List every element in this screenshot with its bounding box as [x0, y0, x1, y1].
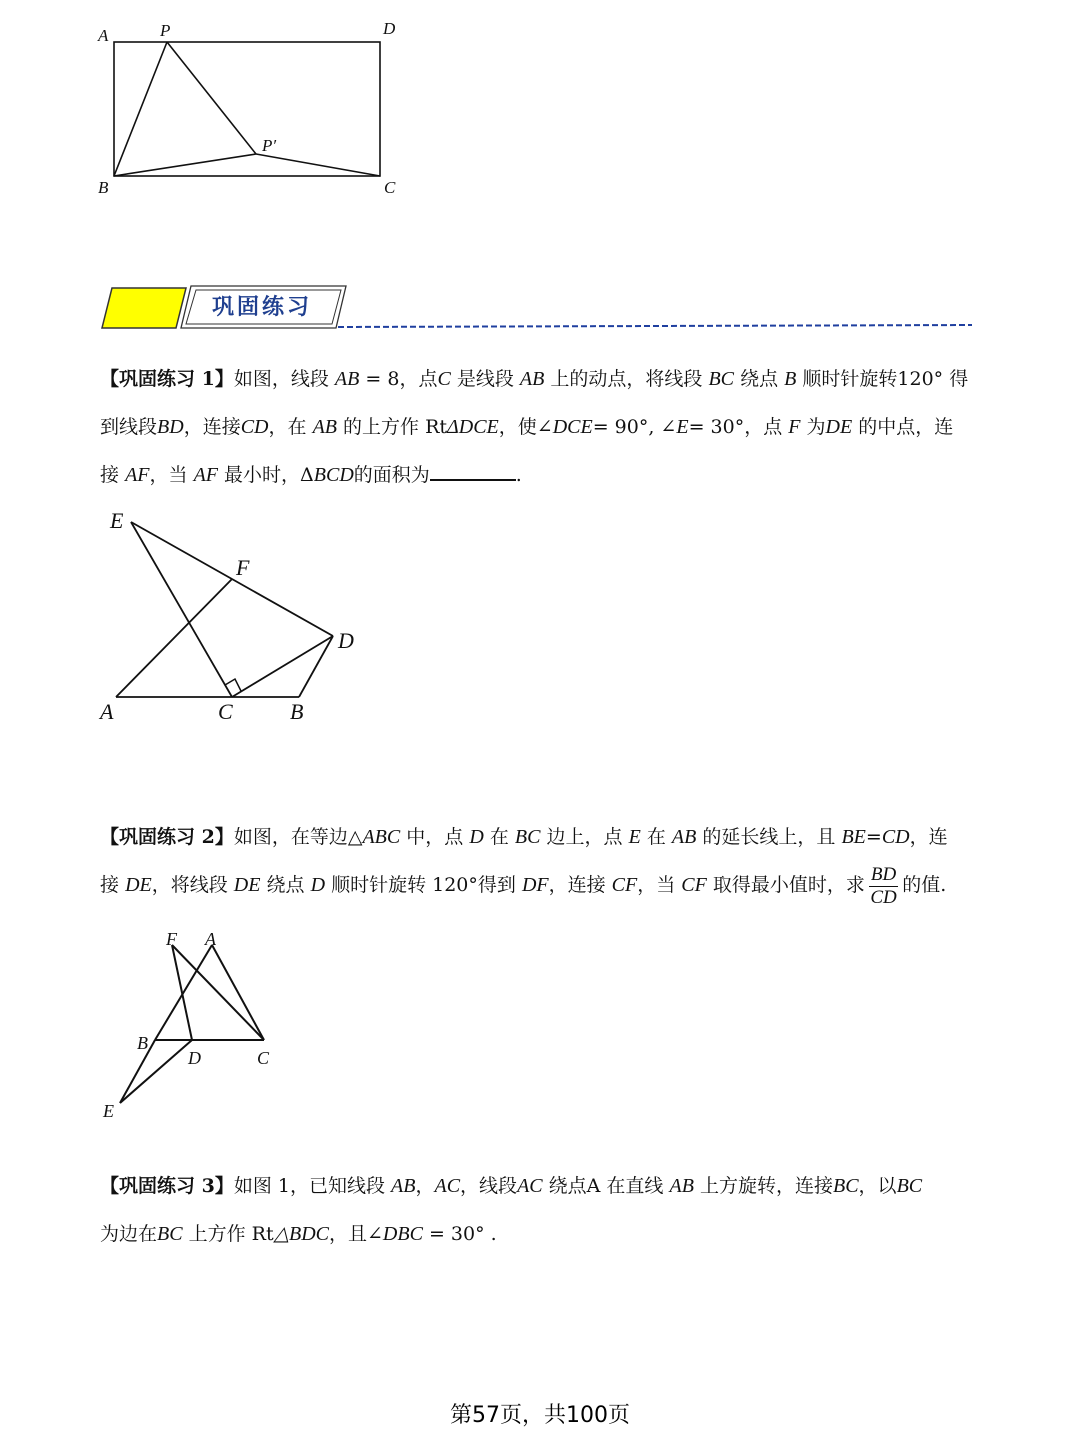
text: 中，点: [406, 826, 464, 848]
text: =: [865, 826, 882, 848]
label-d: D: [188, 1048, 201, 1068]
math: DE: [233, 874, 261, 896]
text: 取得最小值时，求: [712, 874, 865, 896]
math: BC: [157, 1223, 183, 1245]
segment-fc: [172, 945, 264, 1040]
math: BC: [896, 1175, 923, 1197]
math: DE: [125, 874, 152, 896]
text: 顺时针旋转120° 得: [802, 368, 969, 390]
text: ，: [415, 1175, 435, 1197]
label-b: B: [137, 1033, 148, 1053]
exercise1-line2: [100, 403, 984, 451]
figure-exercise2: [0, 925, 300, 1125]
text: 如图，线段: [233, 368, 329, 390]
text: = 90°, ∠: [592, 416, 677, 438]
text: ，连接: [548, 874, 606, 896]
text: 的延长线上，且: [702, 826, 836, 848]
label-c: C: [257, 1048, 270, 1068]
exercise2-line2: [100, 861, 984, 909]
math: BCD: [313, 464, 354, 486]
segment-ab: [155, 945, 212, 1040]
text: 最小时，Δ: [224, 464, 314, 486]
math: AC: [517, 1175, 543, 1197]
math: AB: [334, 368, 360, 390]
math: E: [676, 416, 689, 438]
math: ABC: [362, 826, 401, 848]
text: 接: [100, 464, 120, 486]
exercise2-line1: [100, 813, 984, 861]
exercise3-line1: [100, 1162, 984, 1210]
math: C: [437, 368, 451, 390]
math: BC: [514, 826, 541, 848]
fraction-numerator: BD: [870, 863, 897, 885]
math: AF: [193, 464, 218, 486]
math: F: [788, 416, 801, 438]
math: DBC: [382, 1223, 423, 1245]
text: 到线段: [100, 416, 158, 438]
math: AB: [391, 1175, 416, 1197]
math: AB: [519, 368, 545, 390]
text: ，当: [149, 464, 188, 486]
page-number-footer: 第57页，共100页: [450, 1403, 630, 1428]
label-f: F: [166, 929, 177, 949]
text: 的面积为: [353, 464, 430, 486]
label-f: F: [236, 555, 250, 580]
label-p-prime: P′: [262, 136, 277, 155]
text: ，线段: [460, 1175, 518, 1197]
text: 如图 1，已知线段: [233, 1175, 385, 1197]
math: D: [310, 874, 326, 896]
math: AC: [434, 1175, 461, 1197]
math: CD: [240, 416, 269, 438]
label-p: P: [160, 21, 171, 40]
text: 的中点，连: [858, 416, 954, 438]
exercise1-text: [100, 355, 984, 499]
text: 边上，点: [546, 826, 623, 848]
text: 在: [489, 826, 509, 848]
fraction-bd-over-cd: [869, 864, 898, 909]
text: ，当: [637, 874, 676, 896]
math: D: [469, 826, 484, 848]
math: CF: [611, 874, 638, 896]
text: 如图，在等边△: [233, 826, 363, 848]
label-b: B: [290, 699, 304, 724]
text: = 8: [365, 368, 400, 390]
text: .: [515, 464, 522, 486]
fraction-denominator: CD: [870, 886, 897, 908]
math: AB: [671, 826, 697, 848]
math: B: [784, 368, 797, 390]
label-e: E: [103, 1101, 114, 1121]
math: AB: [312, 416, 337, 438]
text: 绕点A 在直线: [548, 1175, 664, 1197]
exercise1-tag: 【巩固练习 1】: [100, 368, 234, 390]
segment-ec: [131, 522, 232, 697]
exercise3-line2: [100, 1210, 984, 1258]
label-e: E: [110, 508, 124, 533]
label-d: D: [338, 628, 354, 653]
math: E: [628, 826, 641, 848]
text: 绕点: [266, 874, 305, 896]
math: CD: [881, 826, 910, 848]
label-a: A: [98, 26, 109, 45]
math: BC: [708, 368, 735, 390]
text: ，连: [909, 826, 948, 848]
segment-pp-prime: [167, 42, 256, 154]
exercise1-line3: [100, 451, 984, 499]
text: ，连接: [183, 416, 241, 438]
section-title: 巩固练习: [212, 295, 313, 320]
segment-de: [120, 1040, 192, 1103]
text: ，且∠: [329, 1223, 383, 1245]
exercise2-tag: 【巩固练习 2】: [100, 826, 234, 848]
math: DCE: [552, 416, 593, 438]
math: DF: [521, 874, 549, 896]
segment-bp: [114, 42, 167, 176]
label-c: C: [218, 699, 233, 724]
section-banner: [0, 280, 980, 340]
math: AB: [669, 1175, 694, 1197]
math: DE: [825, 416, 853, 438]
text: = 30° .: [428, 1223, 497, 1245]
text: 为: [806, 416, 826, 438]
text: 上方旋转，连接: [699, 1175, 833, 1197]
text: ，点: [399, 368, 438, 390]
text: 上方作 Rt: [188, 1223, 274, 1245]
exercise2-text: [100, 813, 984, 909]
math: BE: [841, 826, 866, 848]
segment-bp-prime: [114, 154, 256, 176]
text: 顺时针旋转 120°得到: [331, 874, 516, 896]
math: CF: [681, 874, 707, 896]
text: 为边在: [100, 1223, 158, 1245]
text: ，使∠: [498, 416, 553, 438]
text: 上的动点，将线段: [550, 368, 703, 390]
text: ，将线段: [151, 874, 228, 896]
text: 绕点: [740, 368, 779, 390]
banner-dashed-rule: [338, 325, 972, 327]
segment-bd: [299, 636, 333, 697]
text: 接: [100, 874, 120, 896]
segment-cp-prime: [256, 154, 380, 176]
math: BD: [157, 416, 184, 438]
figure-exercise1: [0, 500, 380, 740]
segment-cd: [232, 636, 333, 697]
text: 是线段: [456, 368, 514, 390]
math: △BDC: [273, 1223, 329, 1245]
text: 在: [646, 826, 666, 848]
label-d: D: [383, 19, 396, 38]
figure-rectangle-ppprime: [0, 0, 420, 210]
exercise1-line1: [100, 355, 984, 403]
text: ，以: [858, 1175, 897, 1197]
text: ，在: [268, 416, 307, 438]
math: BC: [832, 1175, 859, 1197]
label-c: C: [384, 178, 396, 197]
exercise3-tag: 【巩固练习 3】: [100, 1175, 234, 1197]
text: 的值.: [902, 874, 947, 896]
text: = 30°，点: [688, 416, 783, 438]
label-a: A: [205, 929, 216, 949]
label-b: B: [98, 178, 109, 197]
banner-yellow-block: [102, 288, 186, 328]
answer-blank[interactable]: [430, 461, 516, 481]
text: 的上方作 Rt: [343, 416, 448, 438]
segment-fd: [172, 945, 192, 1040]
math: ΔDCE: [447, 416, 499, 438]
label-a: A: [100, 699, 114, 724]
segment-ac: [212, 945, 264, 1040]
math: AF: [125, 464, 150, 486]
exercise3-text: [100, 1162, 984, 1258]
